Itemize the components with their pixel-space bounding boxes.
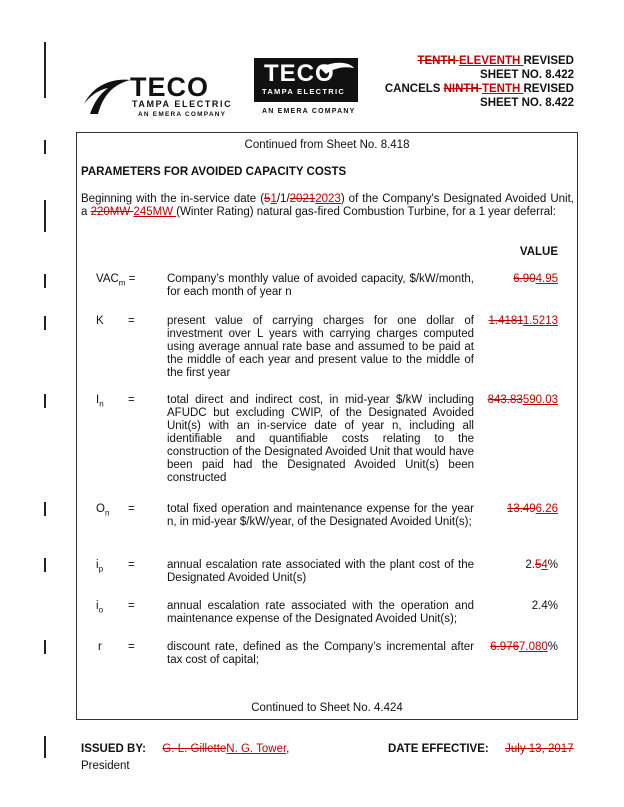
param-definition: total fixed operation and maintenance expense for the year n, in mid-year $/kW/year, of the Designated Avoided Unit(s); [167,503,474,528]
sheet-number: SHEET NO. 8.422 [480,69,574,81]
teco-swoosh-icon [80,74,132,118]
logo-subtitle: TAMPA ELECTRIC [132,99,233,109]
sheet-header [385,54,574,110]
param-symbol: $i_o$ [96,600,104,615]
revision-bar [44,502,46,516]
revision-bar [44,736,46,758]
logo-wordmark: TECO [130,72,210,102]
logo-tagline: AN EMERA COMPANY [262,108,356,115]
param-symbol: $i_p$ [96,559,104,574]
sheet-revision-line: TENTH ELEVENTH REVISED [417,55,574,67]
param-equals: = [128,641,135,653]
logo-subtitle: TAMPA ELECTRIC [262,87,346,96]
param-definition: present value of carrying charges for one dollar of investment over L years with carrying charges computed using average annual rate base and assumed to be paid at the middle of each year and present value to the middle of the first year [167,315,474,379]
revision-bar [44,140,46,154]
param-value: 843.83590.03 [487,394,558,406]
param-definition: annual escalation rate associated with the operation and maintenance expense of the Designated Avoided Unit(s); [167,600,474,625]
param-symbol: $VAC_m$ = [96,273,136,288]
teco-logo-left [80,74,246,122]
section-title: PARAMETERS FOR AVOIDED CAPACITY COSTS [81,166,347,178]
param-definition: annual escalation rate associated with the plant cost of the Designated Avoided Unit(s) [167,559,474,584]
cancels-line: CANCELS NINTH TENTH REVISED [384,83,574,95]
param-equals: = [128,503,135,515]
cancelled-sheet-number: SHEET NO. 8.422 [480,97,574,109]
param-symbol: $I_n$ [96,394,104,409]
logo-wordmark: TECO [264,60,335,87]
date-effective: DATE EFFECTIVE: July 13, 2017 [388,743,574,755]
continued-from: Continued from Sheet No. 8.418 [244,139,410,151]
param-equals: = [128,559,135,571]
issued-by: ISSUED BY: G. L. GilletteN. G. Tower, [81,743,290,755]
param-value: 6.904.95 [513,273,558,285]
param-value: 13.496.26 [506,503,558,515]
param-value: 1.41811.5213 [488,315,558,327]
value-column-header: VALUE [519,246,558,258]
param-symbol: $O_n$ [96,503,110,518]
param-equals: = [128,315,135,327]
param-value: 2.54% [525,559,558,571]
teco-logo-right [250,56,362,120]
issuer-title: President [81,760,130,772]
param-symbol: K [96,315,104,327]
param-equals: = [128,394,135,406]
param-equals: = [128,600,135,612]
param-definition: discount rate, defined as the Company’s incremental after tax cost of capital; [167,641,474,666]
intro-paragraph: Beginning with the in-service date (51/1/20212023) of the Company's Designated Avoided Unit, a 220MW 245MW (Winter Rating) natural gas-fired Combustion Turbine, for a 1 year deferral: [81,193,574,218]
param-value: 2.4% [531,600,558,612]
revision-bar [44,316,46,330]
revision-bar [44,558,46,572]
logo-tagline: AN EMERA COMPANY [138,111,227,118]
revision-bar [44,394,46,408]
continued-to: Continued to Sheet No. 4.424 [251,702,403,714]
param-definition: total direct and indirect cost, in mid-year $/kW including AFUDC but excluding CWIP, of the Designated Avoided Unit(s) with an in-service date of year n, including all identifiable and quantifiable costs relating to the construction of the Designated Avoided Unit that would have been paid had the Designated Avoided Unit(s) been constructed [167,394,474,484]
revision-bar [44,640,46,654]
revision-bar [44,200,46,232]
revision-bar [44,274,46,288]
param-value: 6.9767.080% [490,641,558,653]
param-definition: Company’s monthly value of avoided capacity, $/kW/month, for each month of year n [167,273,474,298]
revision-bar [44,42,46,98]
param-symbol: r [98,641,102,653]
